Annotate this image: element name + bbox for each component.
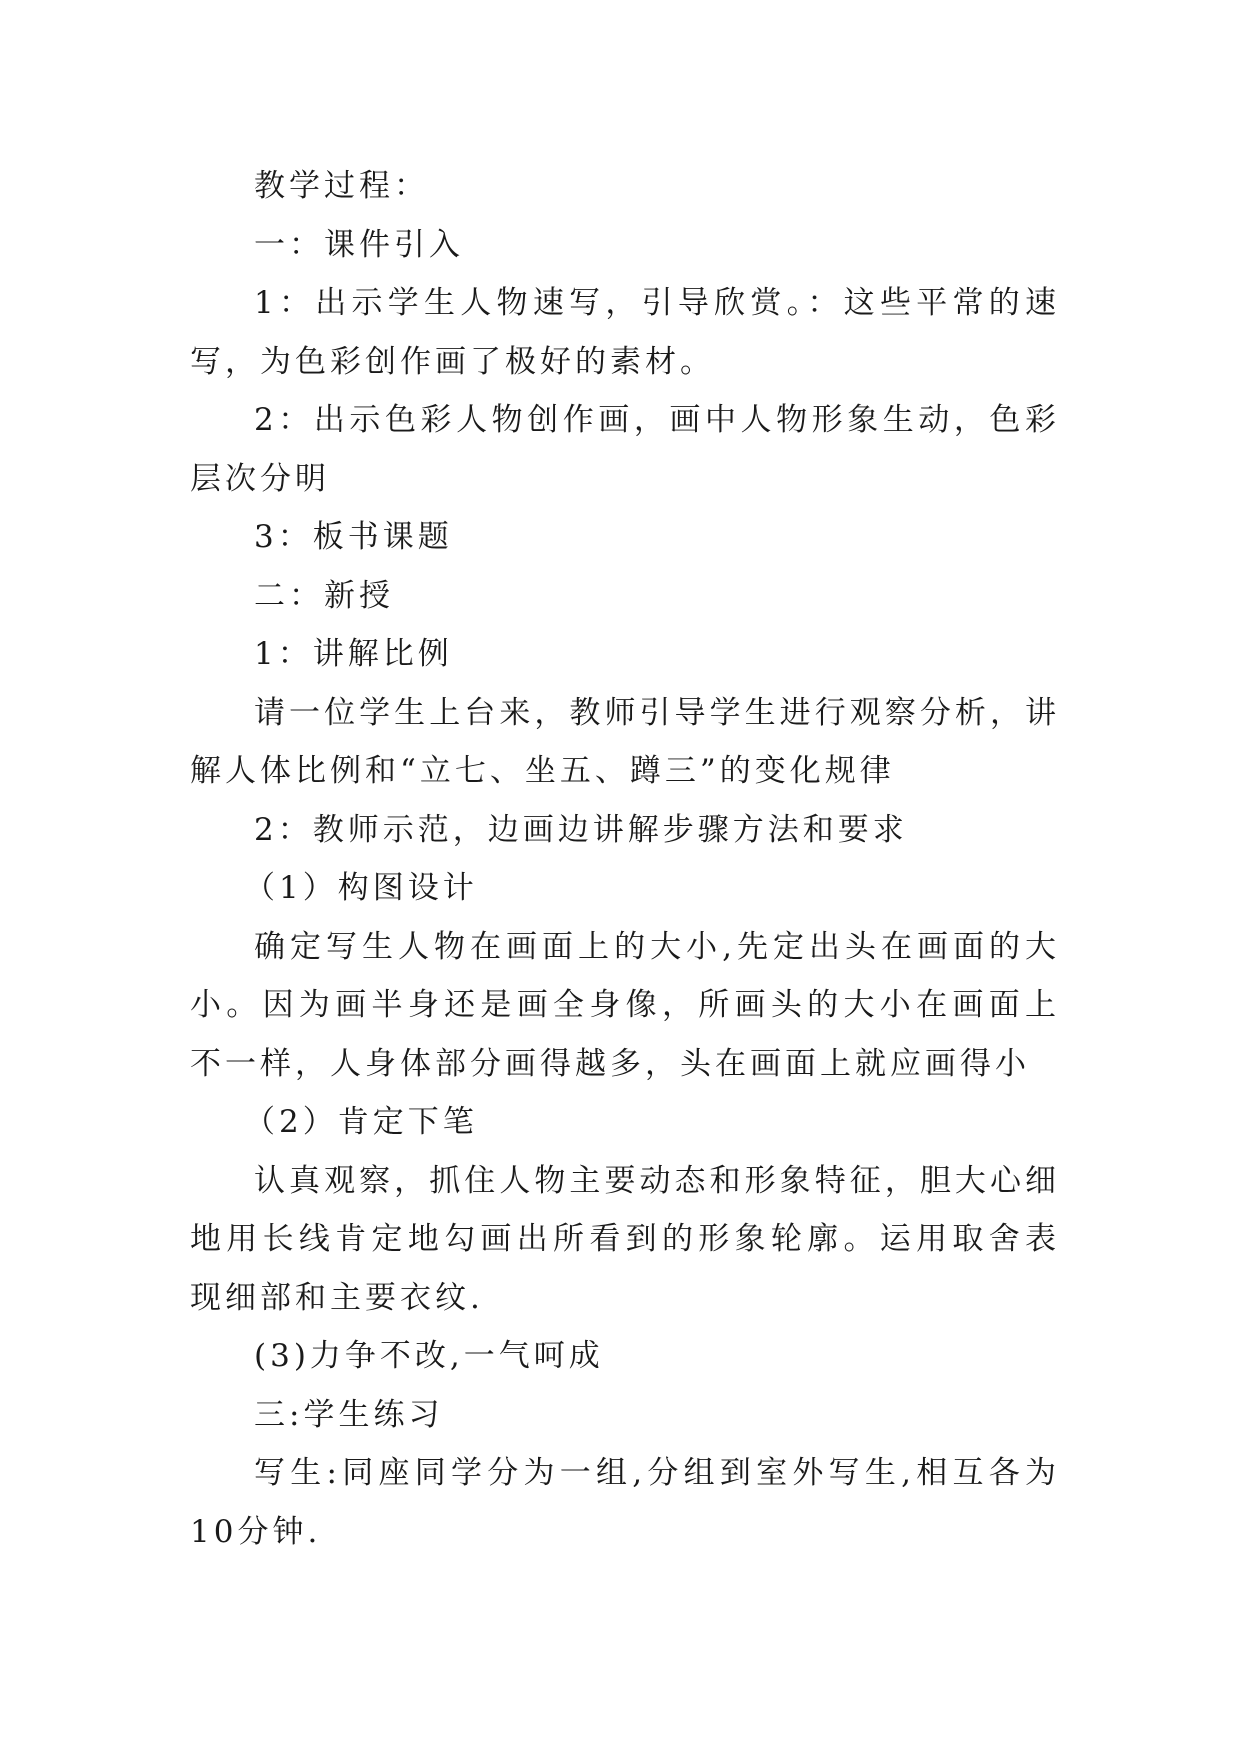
paragraph: 3：板书课题 [254, 519, 453, 555]
paragraph: 1：出示学生人物速写，引导欣赏。：这些平常的速写，为色彩创作画了极好的素材。 [190, 285, 1060, 380]
section-heading-teaching-process: 教学过程： [254, 168, 429, 204]
subheading-composition: （1）构图设计 [244, 870, 478, 906]
section-heading-courseware-intro: 一：课件引入 [254, 226, 464, 263]
section-heading-new-lesson: 二：新授 [254, 577, 394, 614]
paragraph: 请一位学生上台来，教师引导学生进行观察分析，讲解人体比例和“立七、坐五、蹲三”的变化规律 [190, 694, 1060, 789]
paragraph: 确定写生人物在画面上的大小,先定出头在画面的大小。因为画半身还是画全身像，所画头的大小在画面上不一样，人身体部分画得越多，头在画面上就应画得小 [190, 928, 1060, 1082]
document-body [190, 157, 1060, 1561]
paragraph: 写生:同座同学分为一组,分组到室外写生,相互各为10分钟. [190, 1455, 1060, 1550]
paragraph: 1：讲解比例 [254, 636, 453, 672]
paragraph: 2：教师示范，边画边讲解步骤方法和要求 [254, 811, 908, 848]
subheading-drawing: （2）肯定下笔 [244, 1104, 478, 1140]
paragraph: 2：出示色彩人物创作画，画中人物形象生动，色彩层次分明 [190, 402, 1060, 497]
paragraph: 认真观察，抓住人物主要动态和形象特征，胆大心细地用长线肯定地勾画出所看到的形象轮廓。运用取舍表现细部和主要衣纹. [190, 1162, 1060, 1316]
section-heading-student-practice: 三:学生练习 [254, 1396, 444, 1433]
subheading-no-revision: (3)力争不改,一气呵成 [254, 1338, 604, 1374]
